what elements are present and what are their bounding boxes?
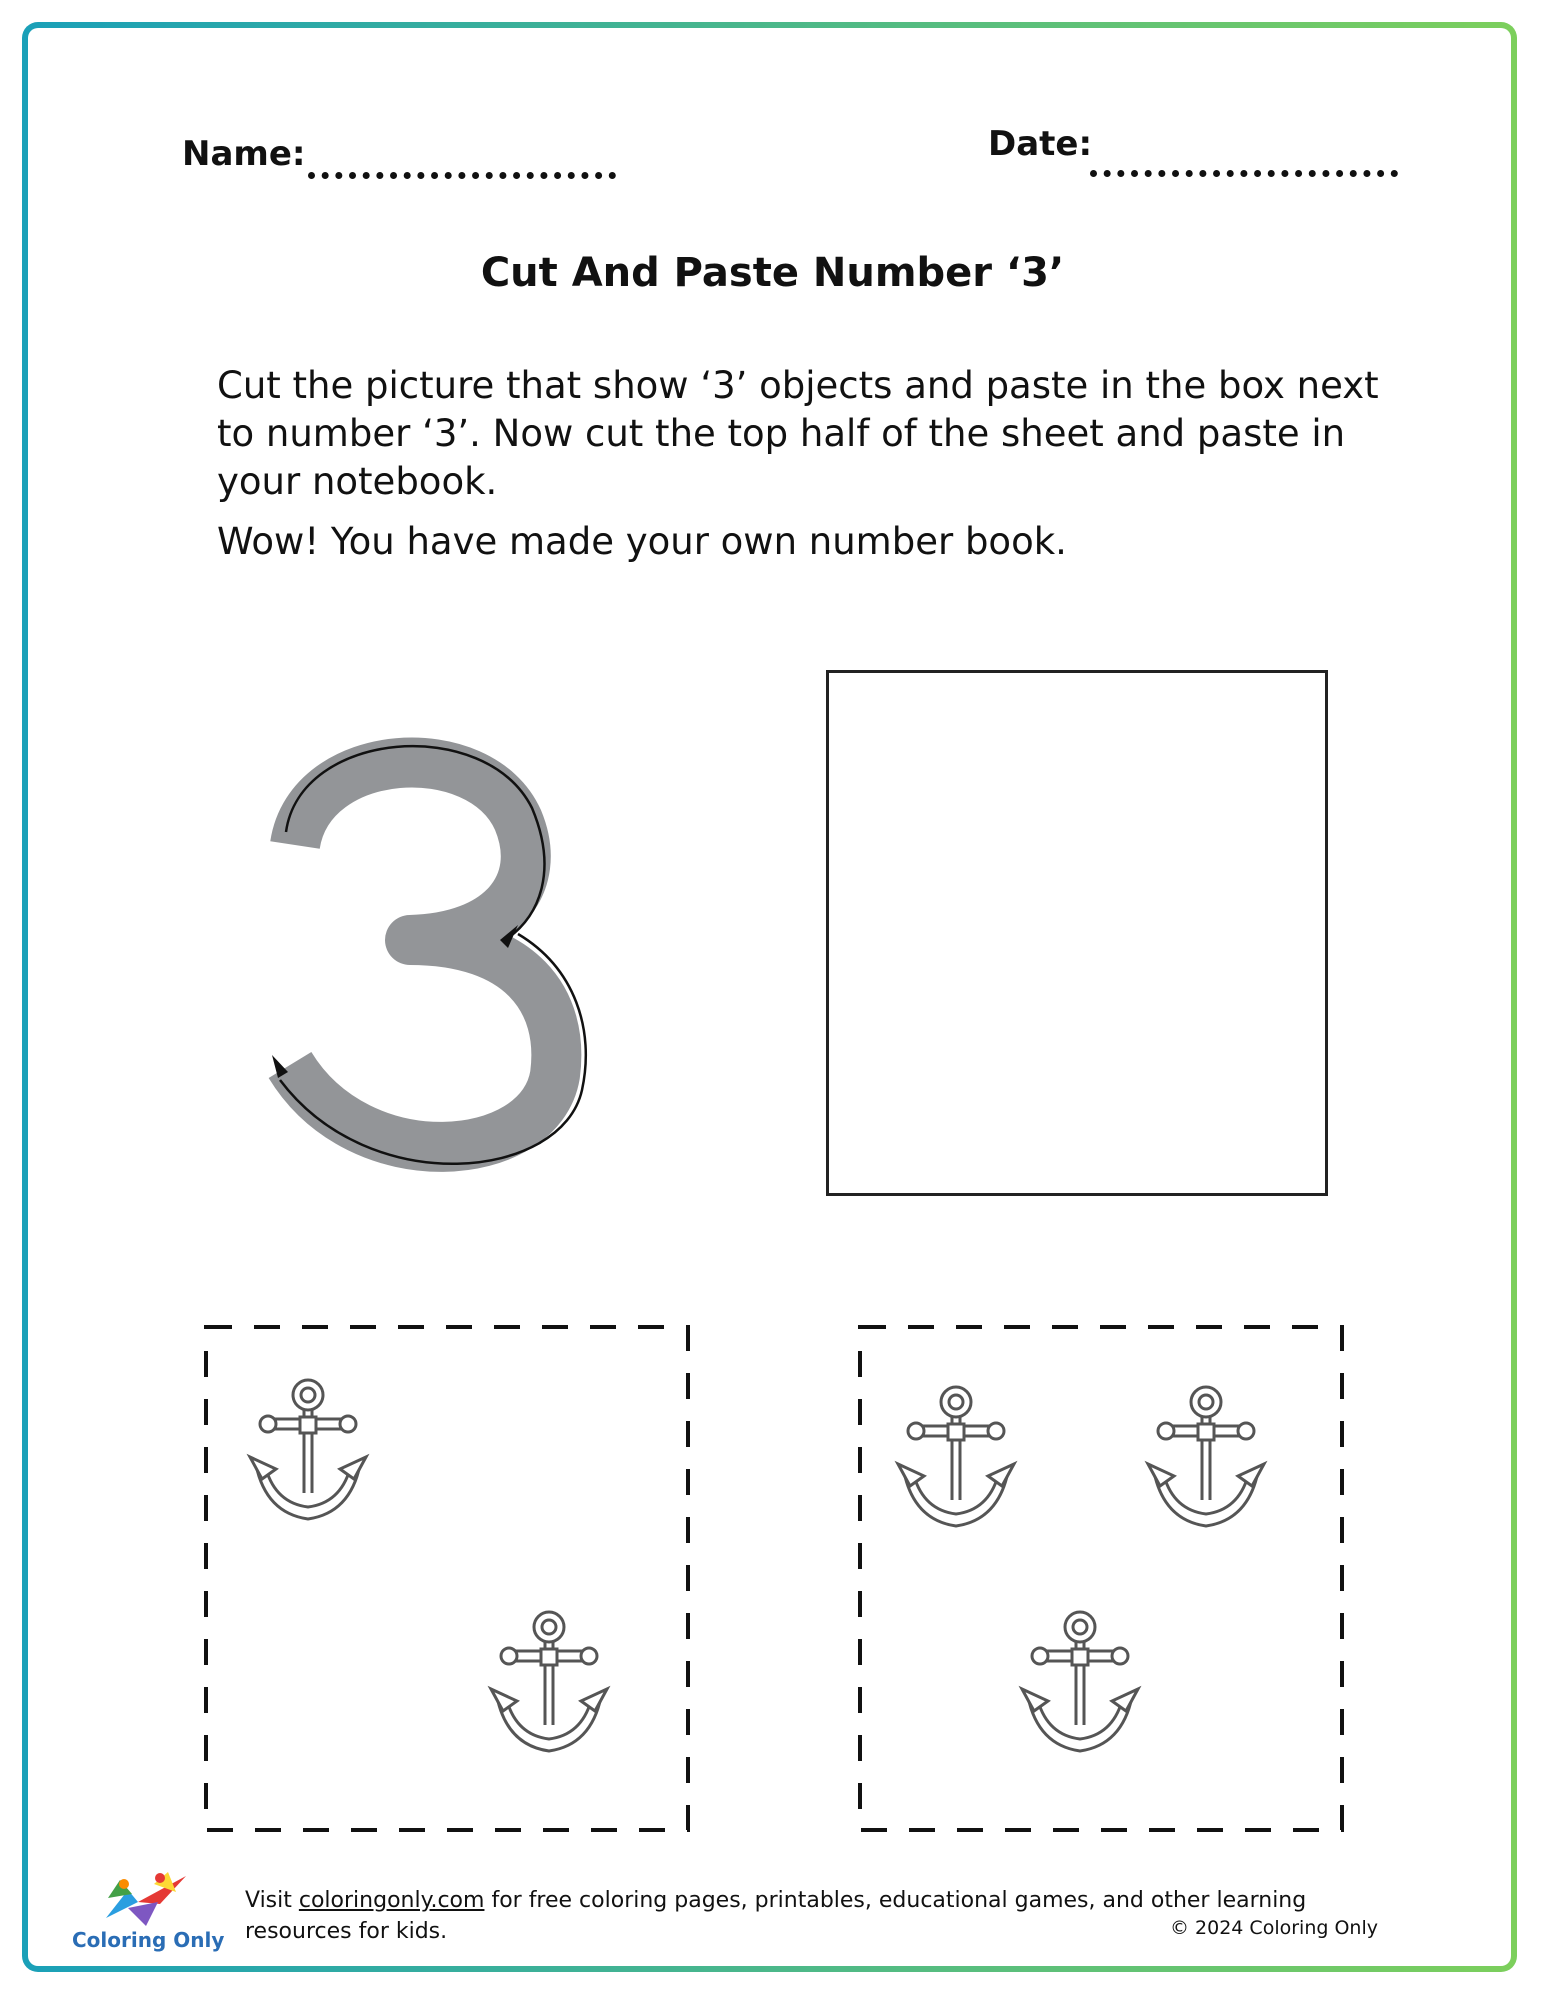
anchor-icon (1148, 1387, 1264, 1526)
anchor-icon (250, 1380, 366, 1519)
coloring-only-logo-icon (98, 1868, 194, 1930)
copyright: © 2024 Coloring Only (1170, 1917, 1378, 1939)
name-label: Name: (182, 134, 306, 174)
anchor-icon (898, 1387, 1014, 1526)
paste-box[interactable] (826, 670, 1328, 1196)
number-three-tracing (250, 710, 590, 1190)
instruction-text: Cut the picture that show ‘3’ objects and paste in the box next to number ‘3’. Now cut the top half of the sheet and paste in your notebook. (217, 364, 1379, 503)
anchor-icon (1022, 1612, 1138, 1751)
date-field-line[interactable] (1090, 170, 1398, 177)
footer-suffix: for free coloring pages, printables, educational games, and other learning resources for kids. (245, 1888, 1307, 1944)
site-link[interactable]: coloringonly.com (298, 1888, 485, 1913)
cut-card-two-anchors[interactable] (204, 1325, 690, 1832)
footer-prefix: Visit (245, 1888, 299, 1913)
logo-text: Coloring Only (72, 1928, 225, 1952)
anchor-icon (491, 1612, 607, 1751)
encouragement-text: Wow! You have made your own number book. (217, 520, 1067, 563)
name-field-line[interactable] (308, 172, 616, 179)
date-label: Date: (988, 124, 1093, 164)
cut-card-three-anchors[interactable] (858, 1325, 1344, 1832)
page-title: Cut And Paste Number ‘3’ (480, 250, 1065, 296)
